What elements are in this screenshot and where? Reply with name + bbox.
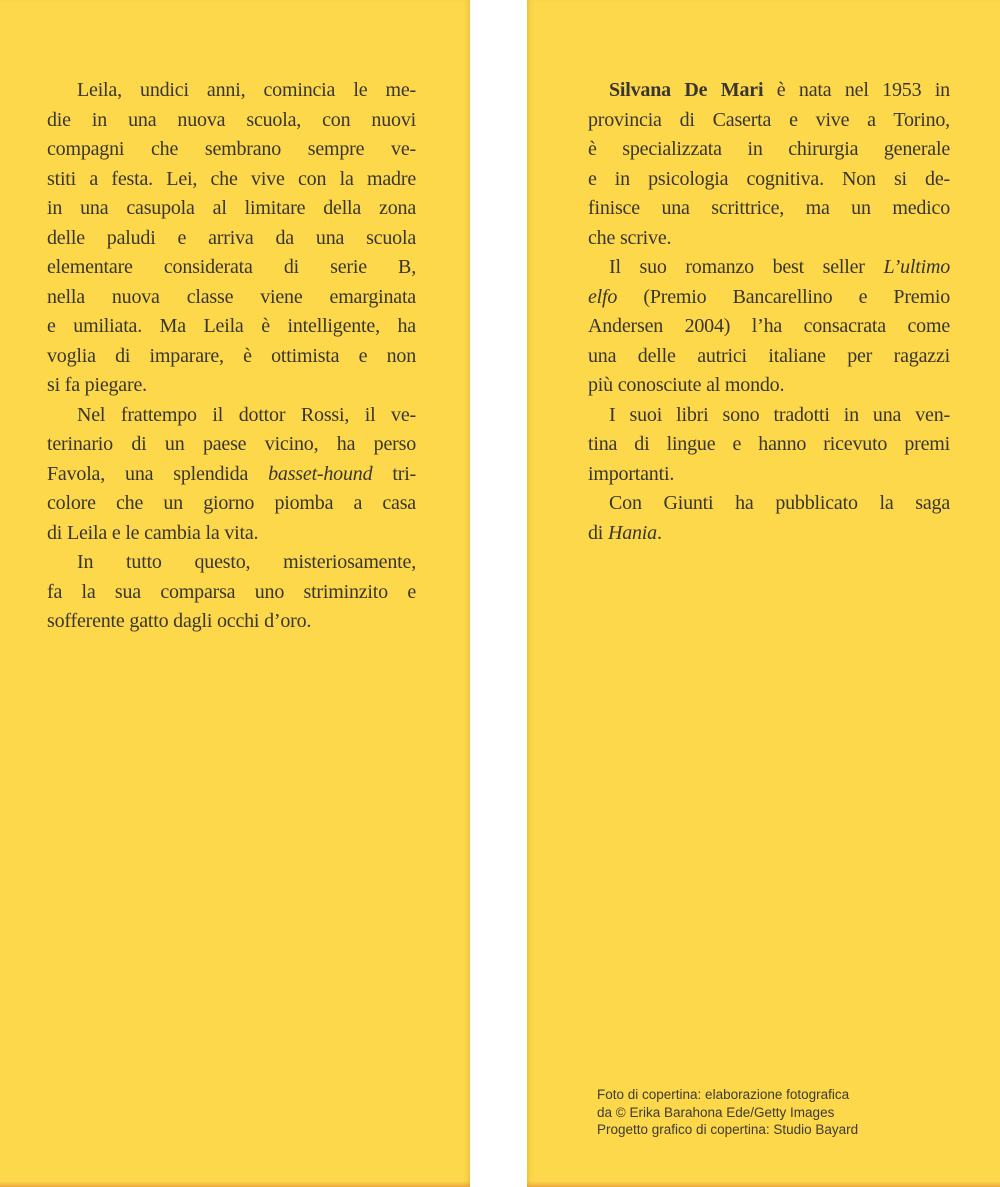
text-line: elfo (Premio Bancarellino e Premio: [588, 285, 950, 308]
paragraph: [588, 76, 950, 253]
text-line: di Leila e le cambia la vita.: [47, 521, 259, 544]
text-line: una delle autrici italiane per ragazzi: [588, 344, 950, 367]
text-line: importanti.: [588, 462, 675, 485]
left-flap: [0, 0, 470, 1187]
author-bio-text: [588, 76, 950, 548]
text-line: stiti a festa. Lei, che vive con la madre: [47, 167, 416, 190]
text-line: Con Giunti ha pubblicato la saga: [609, 492, 950, 514]
text-line: die in una nuova scuola, con nuovi: [47, 108, 416, 131]
text-line: Nel frattempo il dottor Rossi, il ve-: [77, 403, 416, 426]
paragraph: [47, 548, 416, 637]
text-line: in una casupola al limitare della zona: [47, 197, 416, 219]
paragraph: [588, 489, 950, 548]
flap-gutter: [470, 0, 527, 1187]
text-line: è specializzata in chirurgia generale: [588, 138, 950, 160]
text-line: Andersen 2004) l’ha consacrata come: [588, 315, 950, 337]
credit-line: Progetto grafico di copertina: Studio Bayard: [597, 1122, 859, 1138]
text-line: In tutto questo, misteriosamente,: [77, 551, 416, 573]
text-line: I suoi libri sono tradotti in una ven-: [609, 403, 950, 426]
paragraph: [588, 401, 950, 490]
text-line: fa la sua comparsa uno striminzito e: [47, 580, 416, 603]
flap-bottom-edge: [0, 1181, 470, 1187]
text-line: terinario di un paese vicino, ha perso: [47, 433, 416, 455]
text-line: nella nuova classe viene emarginata: [47, 285, 416, 308]
text-line: Il suo romanzo best seller L’ultimo: [609, 256, 950, 278]
text-line: si fa piegare.: [47, 374, 147, 396]
text-line: che scrive.: [588, 226, 672, 249]
credit-line: Foto di copertina: elaborazione fotografica: [597, 1087, 850, 1102]
text-line: sofferente gatto dagli occhi d’oro.: [47, 610, 312, 632]
paragraph: [588, 253, 950, 401]
text-line: finisce una scrittrice, ma un medico: [588, 197, 950, 219]
text-line: e umiliata. Ma Leila è intelligente, ha: [47, 315, 416, 337]
text-line: più conosciute al mondo.: [588, 374, 785, 396]
text-line: Leila, undici anni, comincia le me-: [77, 79, 416, 101]
paragraph: [47, 401, 416, 549]
synopsis-text: [47, 76, 416, 637]
text-line: compagni che sembrano sempre ve-: [47, 138, 416, 160]
credit-line: da © Erika Barahona Ede/Getty Images: [597, 1104, 835, 1120]
text-line: delle paludi e arriva da una scuola: [47, 226, 416, 249]
text-line: Silvana De Mari è nata nel 1953 in: [609, 79, 950, 101]
text-line: elementare considerata di serie B,: [47, 256, 416, 278]
text-line: di Hania.: [588, 521, 662, 544]
text-line: provincia di Caserta e vive a Torino,: [588, 108, 950, 131]
flap-bottom-edge: [527, 1181, 1000, 1187]
paragraph: [47, 76, 416, 401]
text-line: voglia di imparare, è ottimista e non: [47, 344, 416, 367]
text-line: Favola, una splendida basset-hound tri-: [47, 462, 416, 485]
text-line: e in psicologia cognitiva. Non si de-: [588, 167, 950, 190]
text-line: colore che un giorno piomba a casa: [47, 492, 416, 514]
right-flap: [527, 0, 1000, 1187]
text-line: tina di lingue e hanno ricevuto premi: [588, 433, 950, 455]
credits-block: [597, 1086, 858, 1139]
